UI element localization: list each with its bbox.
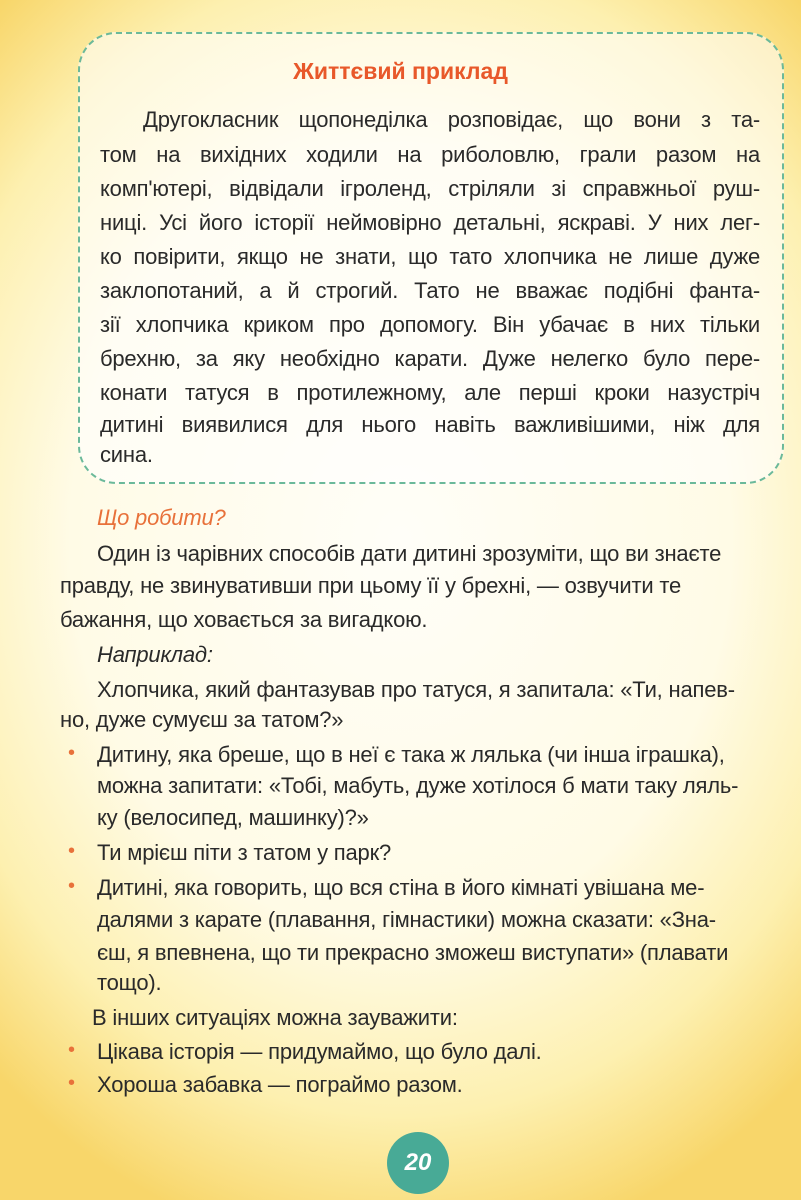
box-line: комп'ютері, відвідали ігроленд, стріляли зі справжньої руш-	[100, 176, 760, 201]
box-line: дитині виявилися для нього навіть важливішими, ніж для	[100, 412, 760, 437]
intro-line: бажання, що ховається за вигадкою.	[60, 607, 428, 632]
section-heading: Що робити?	[97, 505, 226, 530]
bullet-line: Дитині, яка говорить, що вся стіна в його кімнаті увішана ме-	[97, 875, 705, 900]
example-line: но, дуже сумуєш за татом?»	[60, 707, 344, 732]
bullet-icon: •	[68, 875, 76, 897]
box-line: заклопотаний, а й строгий. Тато не вважає подібні фанта-	[100, 278, 760, 303]
example-line: Хлопчика, який фантазував про татуся, я запитала: «Ти, напев-	[97, 677, 735, 702]
box-line: ко повірити, якщо не знати, що тато хлопчика не лише дуже	[100, 244, 760, 269]
bullet-icon: •	[68, 1072, 76, 1094]
box-line: брехню, за яку необхідно карати. Дуже нелегко було пере-	[100, 346, 760, 371]
bullet-line: Цікава історія — придумаймо, що було далі.	[97, 1039, 542, 1064]
bullet-line: ку (велосипед, машинку)?»	[97, 805, 369, 830]
bullet-line: можна запитати: «Тобі, мабуть, дуже хотілося б мати таку ляль-	[97, 773, 739, 798]
other-label: В інших ситуаціях можна зауважити:	[92, 1005, 458, 1030]
bullet-line: Хороша забавка — пограймо разом.	[97, 1072, 463, 1097]
bullet-icon: •	[68, 742, 76, 764]
box-line: Другокласник щопонеділка розповідає, що вони з та-	[143, 107, 760, 132]
box-title: Життєвий приклад	[293, 58, 508, 84]
bullet-icon: •	[68, 1039, 76, 1061]
box-line: конати татуся в протилежному, але перші кроки назустріч	[100, 380, 760, 405]
bullet-line: Ти мрієш піти з татом у парк?	[97, 840, 392, 865]
bullet-line: тощо).	[97, 970, 162, 995]
example-label: Наприклад:	[97, 642, 213, 667]
bullet-icon: •	[68, 840, 76, 862]
box-line: зії хлопчика криком про допомогу. Він убачає в них тільки	[100, 312, 760, 337]
box-line: сина.	[100, 442, 153, 467]
bullet-line: Дитину, яка бреше, що в неї є така ж лялька (чи інша іграшка),	[97, 742, 725, 767]
intro-line: Один із чарівних способів дати дитині зрозуміти, що ви знаєте	[97, 541, 722, 566]
box-line: ниці. Усі його історії неймовірно детальні, яскраві. У них лег-	[100, 210, 760, 235]
intro-line: правду, не звинувативши при цьому її у брехні, — озвучити те	[60, 573, 682, 598]
page-number: 20	[387, 1132, 449, 1194]
bullet-line: далями з карате (плавання, гімнастики) можна сказати: «Зна-	[97, 907, 716, 932]
bullet-line: єш, я впевнена, що ти прекрасно зможеш виступати» (плавати	[97, 940, 729, 965]
box-line: том на вихідних ходили на риболовлю, грали разом на	[100, 142, 760, 167]
